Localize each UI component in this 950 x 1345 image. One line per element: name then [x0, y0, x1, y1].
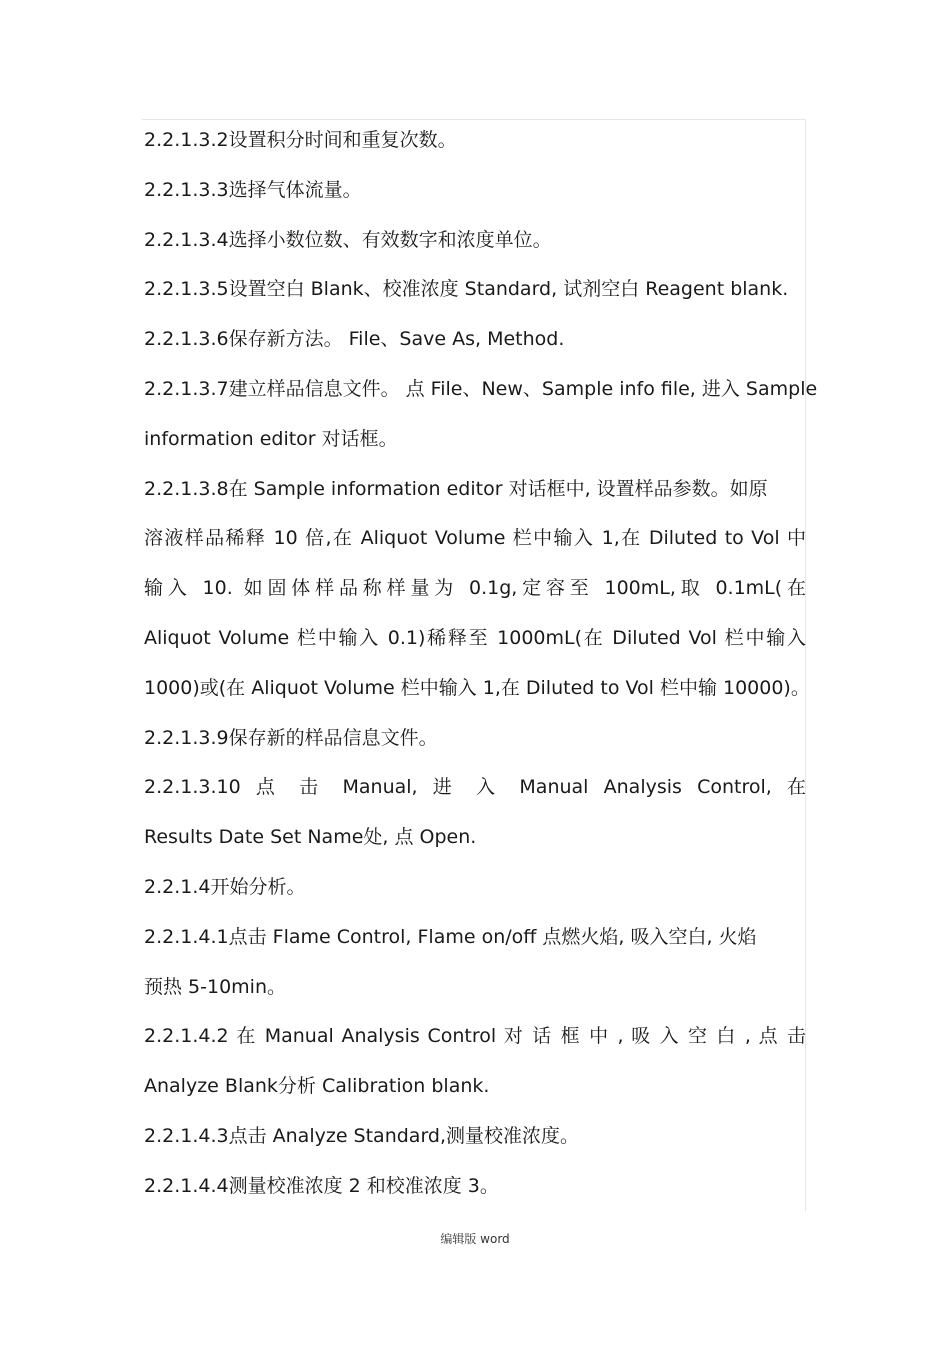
text-line: 2.2.1.3.4选择小数位数、有效数字和浓度单位。	[144, 228, 552, 251]
page-footer: 编辑版 word	[440, 1232, 510, 1246]
text-line: 2.2.1.3.7建立样品信息文件。 点 File、New、Sample info file, 进入 Sample	[144, 377, 818, 400]
text-line: 2.2.1.3.10 点 击 Manual, 进 入 Manual Analysis Control, 在	[144, 776, 806, 799]
text-line: 2.2.1.3.8在 Sample information editor 对话框中, 设置样品参数。如原	[144, 477, 768, 500]
text-line: 2.2.1.3.3选择气体流量。	[144, 178, 362, 201]
text-line: 2.2.1.4.1点击 Flame Control, Flame on/off 点燃火焰, 吸入空白, 火焰	[144, 925, 757, 948]
text-line: 2.2.1.4.4测量校准浓度 2 和校准浓度 3。	[144, 1174, 499, 1197]
text-line: 2.2.1.4开始分析。	[144, 875, 306, 898]
document-body	[144, 116, 818, 1212]
text-line: 2.2.1.4.3点击 Analyze Standard,测量校准浓度。	[144, 1124, 580, 1147]
text-line: 溶液样品稀释 10 倍,在 Aliquot Volume 栏中输入 1,在 Diluted to Vol 中	[144, 527, 806, 550]
text-line: 2.2.1.3.9保存新的样品信息文件。	[144, 726, 438, 749]
text-line: 预热 5-10min。	[144, 975, 286, 998]
text-line: 2.2.1.3.5设置空白 Blank、校准浓度 Standard, 试剂空白 Reagent blank.	[144, 278, 789, 301]
text-line: 1000)或(在 Aliquot Volume 栏中输入 1,在 Diluted to Vol 栏中输 10000)。	[144, 676, 810, 699]
text-line: 2.2.1.4.2 在 Manual Analysis Control 对 话 框 中 , 吸 入 空 白 , 点 击	[144, 1025, 806, 1048]
text-line: Results Date Set Name处, 点 Open.	[144, 826, 477, 849]
text-line: Aliquot Volume 栏中输入 0.1)稀释至 1000mL(在 Diluted Vol 栏中输入	[144, 626, 806, 649]
text-line: 2.2.1.3.6保存新方法。 File、Save As, Method.	[144, 328, 565, 351]
text-line: Analyze Blank分析 Calibration blank.	[144, 1075, 490, 1098]
text-line: 2.2.1.3.2设置积分时间和重复次数。	[144, 129, 457, 151]
text-line: information editor 对话框。	[144, 427, 398, 450]
text-line: 输入 10. 如固体样品称样量为 0.1g,定容至 100mL,取 0.1mL(在	[144, 577, 806, 600]
